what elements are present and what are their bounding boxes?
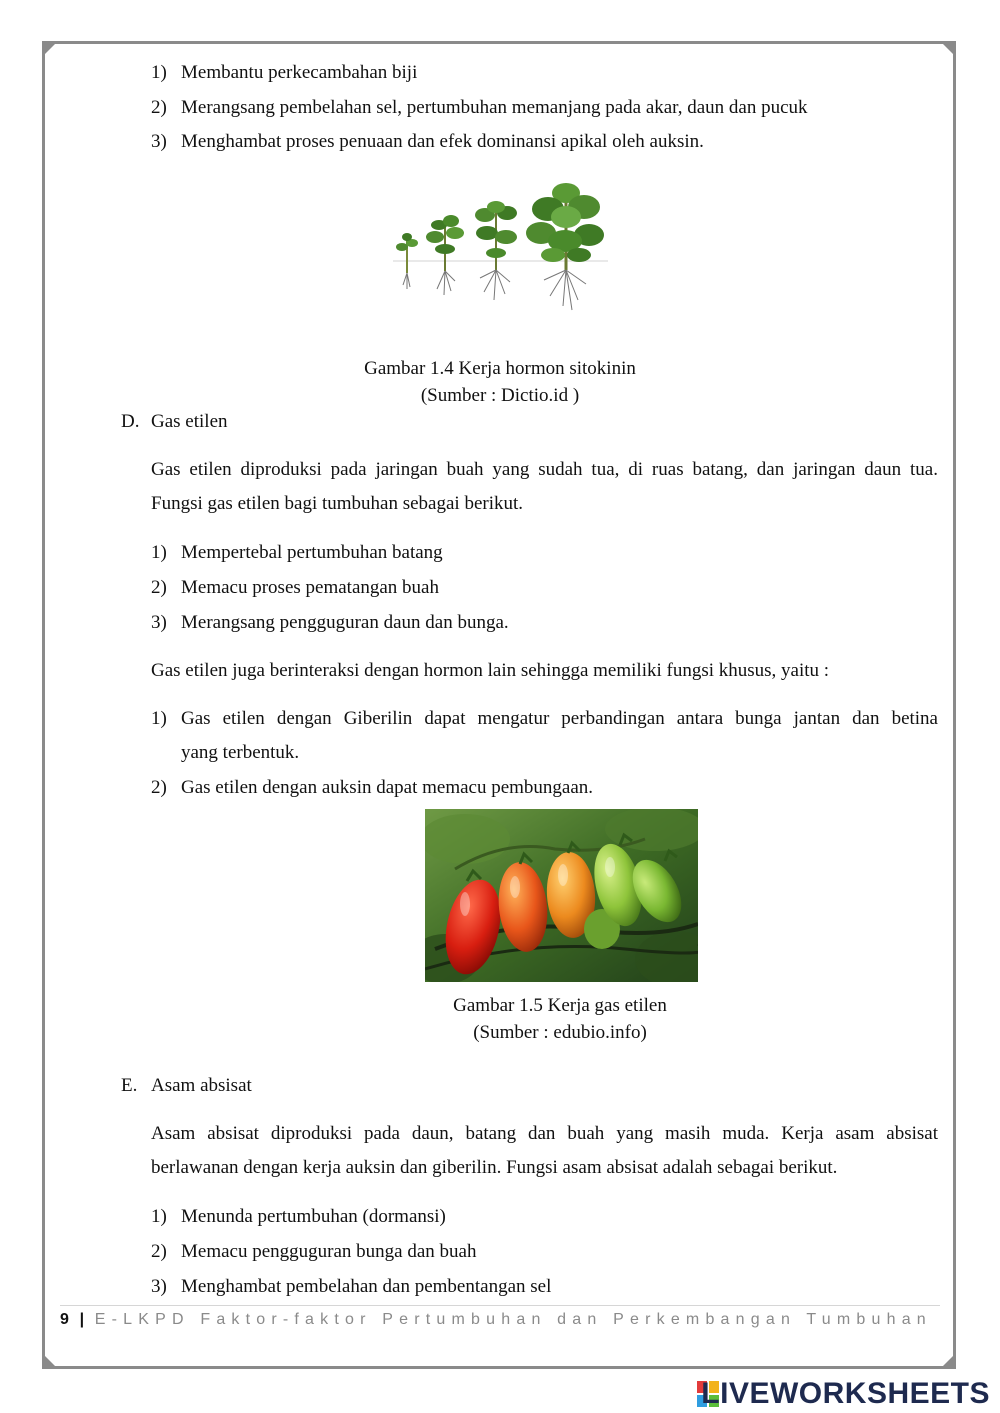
list-item: Membantu perkecambahan biji [181,62,418,83]
page-number: 9 [60,1311,69,1328]
paragraph-line: Gas etilen diproduksi pada jaringan buah yang sudah tua, di ruas batang, dan jaringan daun tua. [151,459,938,480]
list-item: Menghambat pembelahan dan pembentangan sel [181,1276,552,1297]
list-number: 3) [151,612,167,633]
section-heading: Asam absisat [151,1075,252,1096]
list-number: 3) [151,1276,167,1297]
frame-corner [45,1356,55,1366]
brand-name: LIVEWORKSHEETS [701,1377,990,1410]
list-number: 2) [151,97,167,118]
page-footer [60,1308,932,1332]
paragraph-line: Gas etilen juga berinteraksi dengan hormon lain sehingga memiliki fungsi khusus, yaitu : [151,660,830,681]
footer-title: E-LKPD Faktor-faktor Pertumbuhan dan Perkembangan Tumbuhan [94,1311,932,1328]
list-item-continued: yang terbentuk. [181,742,300,763]
list-number: 1) [151,62,167,83]
figure-caption: Gambar 1.4 Kerja hormon sitokinin [364,358,636,379]
list-number: 2) [151,1241,167,1262]
list-item: Gas etilen dengan auksin dapat memacu pembungaan. [181,777,594,798]
paragraph-line: Asam absisat diproduksi pada daun, batang dan buah yang masih muda. Kerja asam absisat [151,1123,938,1144]
list-item: Menunda pertumbuhan (dormansi) [181,1206,446,1227]
list-number: 2) [151,777,167,798]
frame-corner [943,44,953,54]
section-heading: Gas etilen [151,411,228,432]
section-letter: E. [121,1075,138,1096]
list-item: Merangsang pembelahan sel, pertumbuhan memanjang pada akar, daun dan pucuk [181,97,808,118]
tomatoes-image [425,809,698,982]
frame-corner [45,44,55,54]
footer-separator: | [79,1311,85,1328]
figure-source: (Sumber : Dictio.id ) [420,385,580,406]
list-item: Memacu proses pematangan buah [181,577,439,598]
frame-corner [943,1356,953,1366]
list-number: 1) [151,708,167,729]
figure-caption: Gambar 1.5 Kerja gas etilen [453,995,667,1016]
list-number: 2) [151,577,167,598]
list-item: Menghambat proses penuaan dan efek dominansi apikal oleh auksin. [181,131,704,152]
paragraph-line: Fungsi gas etilen bagi tumbuhan sebagai berikut. [151,493,524,514]
paragraph-line: berlawanan dengan kerja auksin dan giberilin. Fungsi asam absisat adalah sebagai berikut. [151,1157,838,1178]
list-item: Mempertebal pertumbuhan batang [181,542,443,563]
list-number: 1) [151,542,167,563]
footer-divider [60,1305,940,1306]
list-number: 3) [151,131,167,152]
list-number: 1) [151,1206,167,1227]
section-letter: D. [121,411,140,432]
sitokinin-plants-image [393,175,608,333]
list-item: Gas etilen dengan Giberilin dapat mengatur perbandingan antara bunga jantan dan betina [181,708,938,729]
list-item: Memacu pengguguran bunga dan buah [181,1241,477,1262]
figure-source: (Sumber : edubio.info) [473,1022,647,1043]
list-item: Merangsang pengguguran daun dan bunga. [181,612,509,633]
